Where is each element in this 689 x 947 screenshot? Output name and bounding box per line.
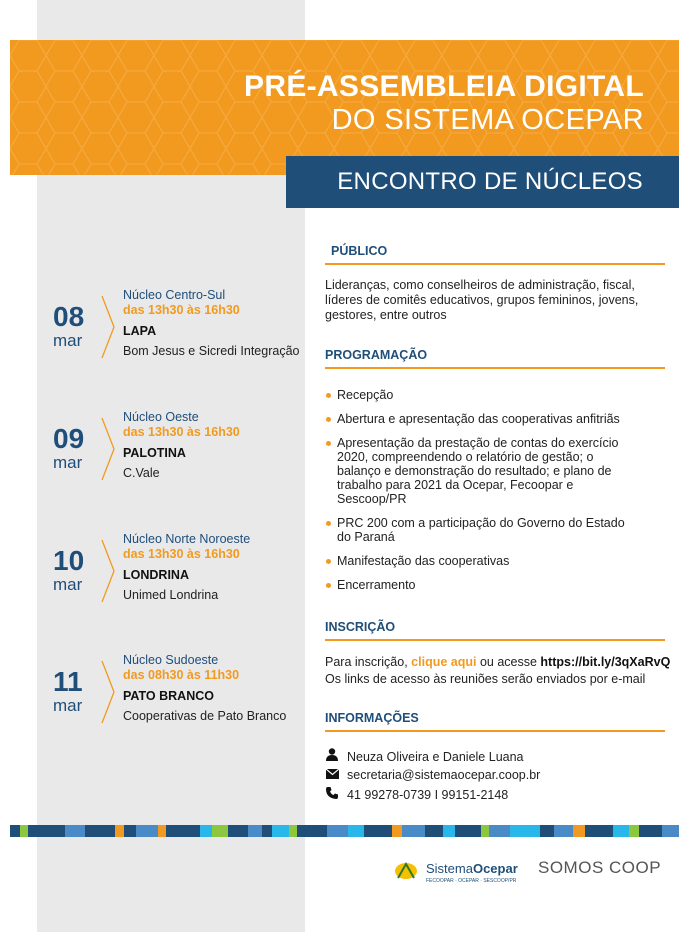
publico-text: Lideranças, como conselheiros de administração, fiscal, líderes de comitês educativos, grupos femininos, jovens, gestores, entre outros — [325, 278, 639, 322]
person-icon — [325, 748, 339, 765]
meeting-item — [40, 653, 305, 733]
chevron-right-icon — [100, 294, 116, 360]
page-title-line2: DO SISTEMA OCEPAR — [331, 104, 644, 136]
meeting-place: C.Vale — [123, 466, 160, 480]
meeting-month: mar — [53, 696, 83, 715]
meeting-day: 08 — [53, 301, 85, 332]
meeting-time: das 13h30 às 16h30 — [123, 425, 240, 439]
meeting-day: 10 — [53, 545, 85, 576]
list-item: Manifestação das cooperativas — [325, 554, 625, 568]
inscricao-line — [325, 655, 671, 670]
meeting-day: 11 — [53, 666, 83, 697]
list-item: Recepção — [325, 388, 625, 402]
email-row — [325, 768, 540, 783]
list-item: Encerramento — [325, 578, 625, 592]
inscricao-heading: INSCRIÇÃO — [325, 620, 665, 641]
contact-email[interactable]: secretaria@sistemaocepar.coop.br — [347, 768, 541, 782]
programacao-heading: PROGRAMAÇÃO — [325, 348, 665, 369]
logo-subtitle: FECOOPAR · OCEPAR · SESCOOP/PR — [426, 878, 517, 884]
phone-icon — [325, 787, 339, 803]
phone-row — [325, 787, 508, 803]
subtitle: ENCONTRO DE NÚCLEOS — [337, 168, 643, 195]
meeting-place: Bom Jesus e Sicredi Integração — [123, 344, 300, 358]
informacoes-heading: INFORMAÇÕES — [325, 711, 665, 732]
page-title-line1: PRÉ-ASSEMBLEIA DIGITAL — [244, 70, 644, 103]
chevron-right-icon — [100, 416, 116, 482]
contact-phone: 41 99278-0739 I 99151-2148 — [347, 788, 509, 802]
meeting-city: PALOTINA — [123, 446, 186, 460]
somoscoop-logo: SOMOS COOP — [538, 858, 662, 877]
meeting-time: das 08h30 às 11h30 — [123, 668, 240, 682]
meeting-item — [40, 288, 305, 368]
list-item: Abertura e apresentação das cooperativas anfitriãs — [325, 412, 625, 426]
envelope-icon — [325, 768, 339, 783]
chevron-right-icon — [100, 659, 116, 725]
list-item: PRC 200 com a participação do Governo do Estado do Paraná — [325, 516, 625, 544]
meeting-nucleo: Núcleo Centro-Sul — [123, 288, 226, 302]
inscricao-note: Os links de acesso às reuniões serão enviados por e-mail — [325, 672, 646, 686]
meeting-time: das 13h30 às 16h30 — [123, 547, 240, 561]
color-stripe — [10, 825, 679, 837]
meeting-place: Cooperativas de Pato Branco — [123, 709, 287, 723]
meeting-item — [40, 410, 305, 490]
meeting-day: 09 — [53, 423, 85, 454]
contact-names: Neuza Oliveira e Daniele Luana — [347, 750, 524, 764]
meeting-month: mar — [53, 331, 83, 350]
logo-text-b: Ocepar — [472, 861, 518, 876]
chevron-right-icon — [100, 538, 116, 604]
register-url[interactable]: https://bit.ly/3qXaRvQ — [540, 655, 671, 669]
meeting-city: LAPA — [123, 324, 157, 338]
meeting-nucleo: Núcleo Oeste — [123, 410, 199, 424]
meeting-nucleo: Núcleo Sudoeste — [123, 653, 219, 667]
list-item: Apresentação da prestação de contas do exercício 2020, compreendendo o relatório de gestão; o balanço e demonstração do resultado; e plano de trabalho para 2021 da Ocepar, Fecoopar e Sescoop/PR — [325, 436, 625, 506]
inscricao-middle: ou acesse — [479, 655, 537, 669]
inscricao-prefix: Para inscrição, — [325, 655, 408, 669]
publico-heading — [325, 244, 665, 265]
contact-row — [325, 748, 524, 765]
meeting-city: PATO BRANCO — [123, 689, 214, 703]
meeting-item — [40, 532, 305, 612]
programacao-list — [325, 388, 625, 602]
meeting-city: LONDRINA — [123, 568, 189, 582]
meeting-place: Unimed Londrina — [123, 588, 219, 602]
register-link[interactable]: clique aqui — [411, 655, 477, 669]
meeting-nucleo: Núcleo Norte Noroeste — [123, 532, 251, 546]
logo-text-a: Sistema — [426, 861, 473, 876]
meeting-time: das 13h30 às 16h30 — [123, 303, 240, 317]
meeting-month: mar — [53, 575, 83, 594]
meeting-month: mar — [53, 453, 83, 472]
publico-heading-text: PÚBLICO — [331, 244, 388, 258]
